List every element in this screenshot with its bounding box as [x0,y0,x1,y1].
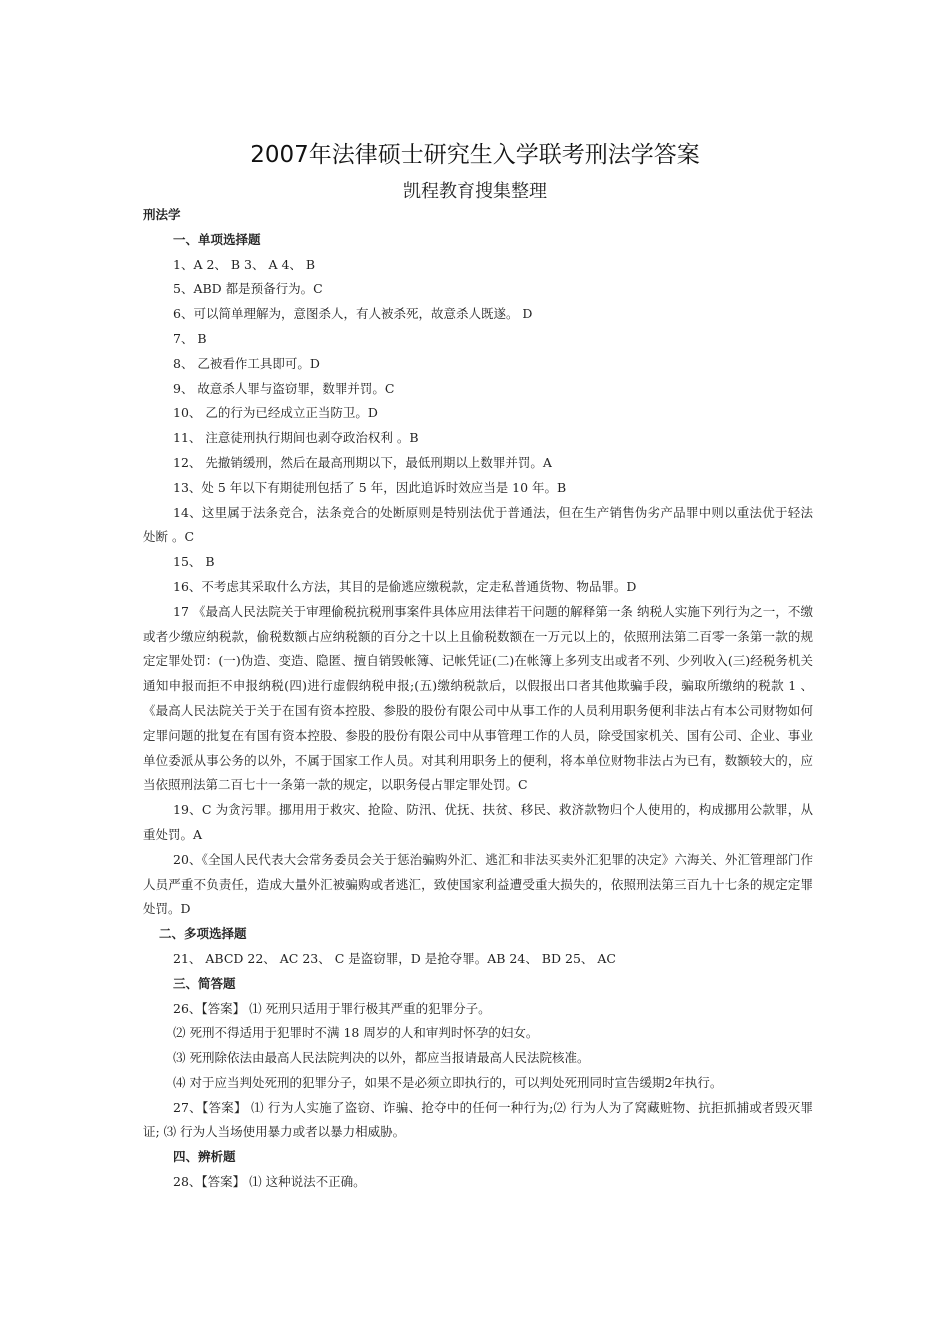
answer-line: 6、可以简单理解为，意图杀人，有人被杀死，故意杀人既遂。 D [173,306,533,322]
answer-line: 10、 乙的行为已经成立正当防卫。D [173,405,378,421]
document-body [143,203,813,1195]
answer-line: 1、A 2、 B 3、 A 4、 B [173,256,316,272]
answer-line: 28、【答案】 ⑴ 这种说法不正确。 [173,1174,366,1190]
answer-line: 15、 B [173,554,215,570]
subject-heading: 刑法学 [143,207,181,222]
answer-line: 9、 故意杀人罪与盗窃罪，数罪并罚。C [173,380,395,396]
section-heading-multiple-choice: 二、多项选择题 [159,926,247,942]
answer-line: ⑵ 死刑不得适用于犯罪时不满 18 周岁的人和审判时怀孕的妇女。 [173,1025,539,1041]
answer-line: 12、 先撤销缓刑，然后在最高刑期以下，最低刑期以上数罪并罚。A [173,454,552,470]
answer-paragraph: 14、这里属于法条竞合，法条竞合的处断原则是特别法优于普通法，但在生产销售伪劣产品罪中则以重法优于轻法处断 。C [143,504,813,545]
answer-line: 13、处 5 年以下有期徒刑包括了 5 年，因此追诉时效应当是 10 年。B [173,479,567,495]
section-heading-single-choice: 一、单项选择题 [173,231,261,247]
section-heading-short-answer: 三、简答题 [173,975,236,991]
answer-line: 8、 乙被看作工具即可。D [173,355,320,371]
answer-line: ⑷ 对于应当判处死刑的犯罪分子，如果不是必须立即执行的，可以判处死刑同时宣告缓期2年执行。 [173,1074,723,1090]
answer-paragraph: 17 《最高人民法院关于审理偷税抗税刑事案件具体应用法律若干问题的解释第一条 纳税人实施下列行为之一，不缴或者少缴应纳税款，偷税数额占应纳税额的百分之十以上且偷税数额在一万元以上的，依照刑法第二百零一条第一款的规定定罪处罚：(一)伪造、变造、隐匿、擅自销毁帐簿、记帐凭证(二)在帐簿上多列支出或者不列、少列收入(三)经税务机关通知申报而拒不申报纳税(四)进行虚假纳税申报;(五)缴纳税款后，以假报出口者其他欺骗手段，骗取所缴纳的税款 1 、《最高人民法院关于关于在国有资本控股、参股的股份有限公司中从事工作的人员利用职务便利非法占有本公司财物如何定罪问题的批复在有国有资本控股、参股的股份有限公司中从事管理工作的人员，除受国家机关、国有公司、企业、事业单位委派从事公务的以外，不属于国家工作人员。对其利用职务上的便利，将本单位财物非法占为已有，数额较大的，应当依照刑法第二百七十一条第一款的规定，以职务侵占罪定罪处罚。C [143,603,813,793]
answer-line: 26、【答案】 ⑴ 死刑只适用于罪行极其严重的犯罪分子。 [173,1000,491,1016]
answer-line: 16、不考虑其采取什么方法，其目的是偷逃应缴税款，定走私普通货物、物品罪。D [173,578,637,594]
answer-line: 7、 B [173,330,207,346]
answer-paragraph: 19、C 为贪污罪。挪用用于救灾、抢险、防汛、优抚、扶贫、移民、救济款物归个人使用的，构成挪用公款罪，从重处罚。A [143,802,813,842]
answer-line: 11、 注意徒刑执行期间也剥夺政治权利 。B [173,430,419,446]
page-title: 2007年法律硕士研究生入学联考刑法学答案 [250,142,700,168]
answer-paragraph: 20、《全国人民代表大会常务委员会关于惩治骗购外汇、逃汇和非法买卖外汇犯罪的决定》六海关、外汇管理部门作人员严重不负责任，造成大量外汇被骗购或者逃汇，致使国家利益遭受重大损失的，依照刑法第三百九十七条的规定定罪处罚。D [143,851,813,917]
answer-line: 21、 ABCD 22、 AC 23、 C 是盗窃罪，D 是抢夺罪。AB 24、 BD 25、 AC [173,950,616,966]
answer-line: ⑶ 死刑除依法由最高人民法院判决的以外，都应当报请最高人民法院核准。 [173,1050,590,1066]
answer-paragraph: 27、【答案】 ⑴ 行为人实施了盗窃、诈骗、抢夺中的任何一种行为;⑵ 行为人为了窝藏赃物、抗拒抓捕或者毁灭罪证; ⑶ 行为人当场使用暴力或者以暴力相威胁。 [143,1099,813,1140]
section-heading-analysis: 四、辨析题 [173,1149,236,1165]
answer-line: 5、ABD 都是预备行为。C [173,281,323,297]
page-subtitle: 凯程教育搜集整理 [403,181,547,202]
